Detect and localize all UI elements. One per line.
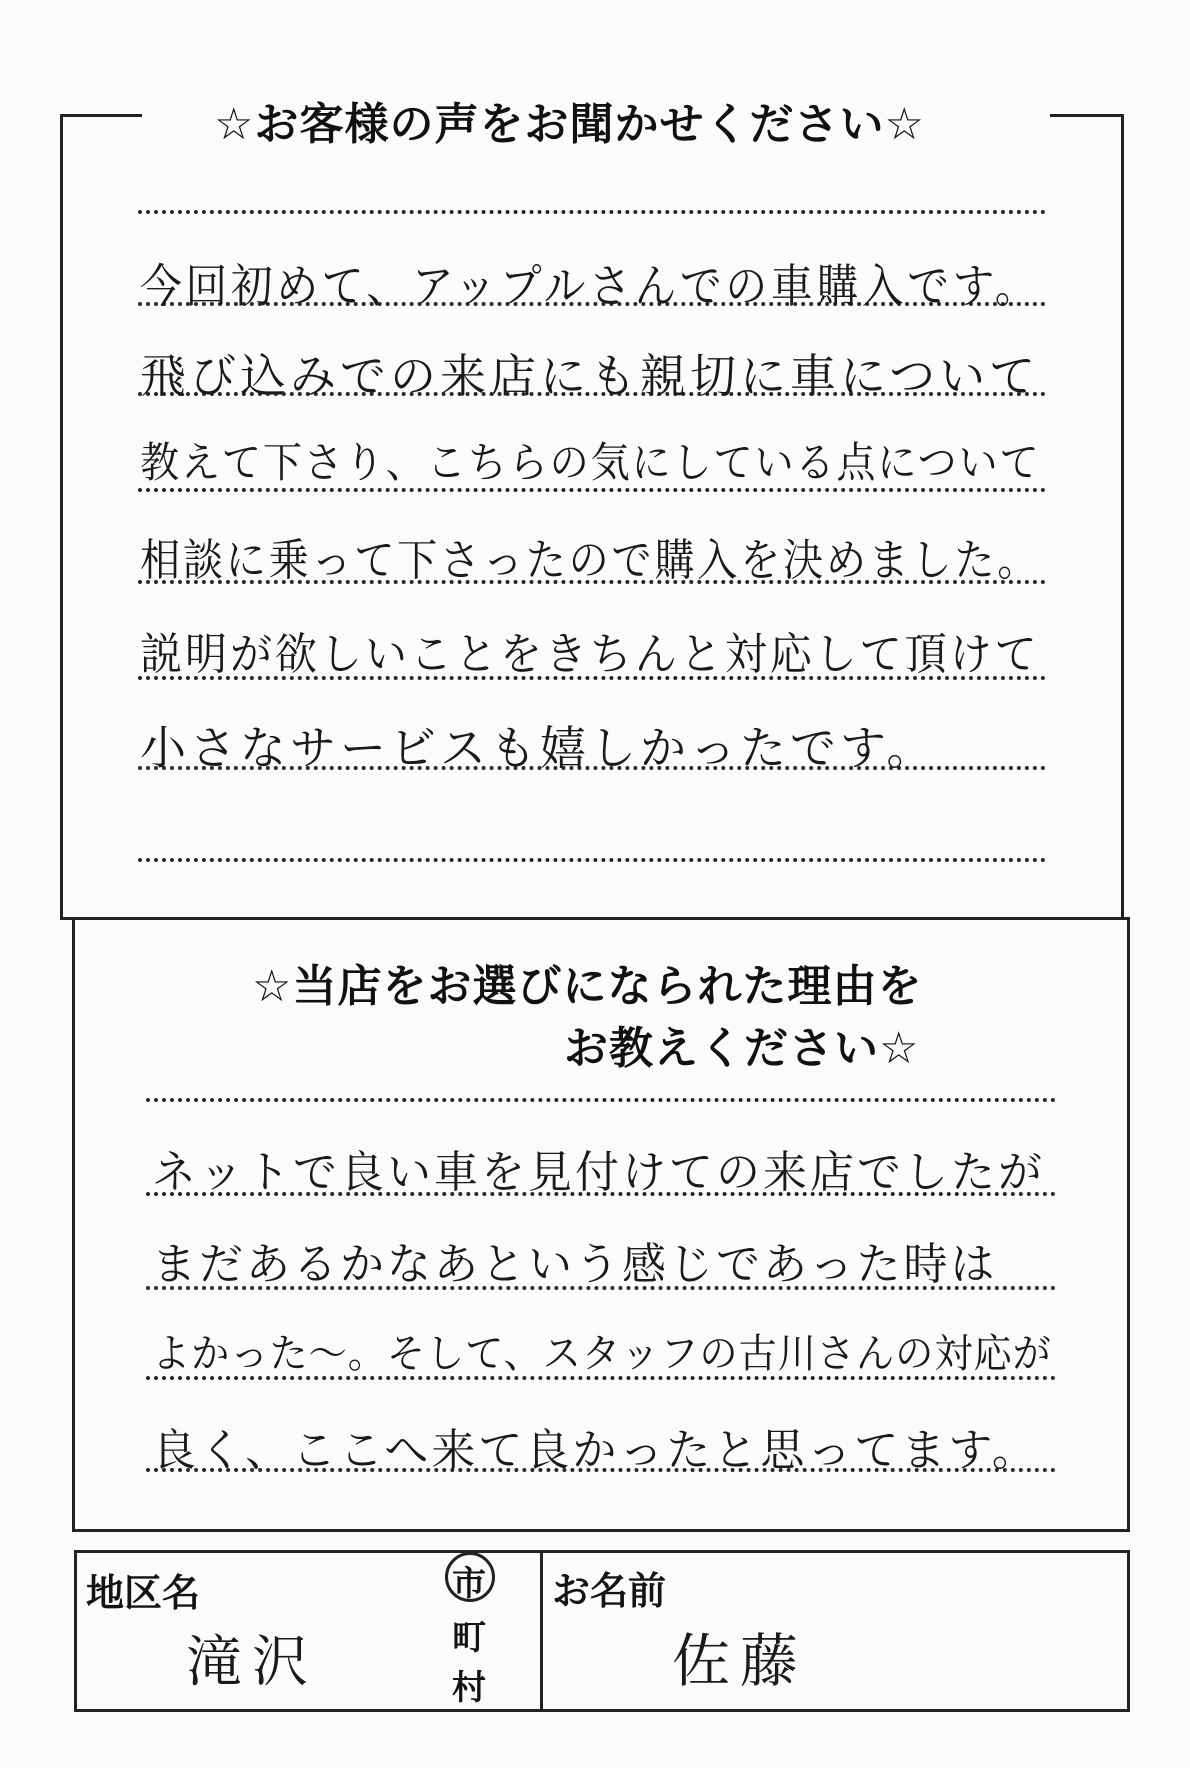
handwritten-line: 今回初めて、アップルさんでの車購入です。	[140, 259, 1041, 313]
municipality-option-town: 町	[452, 1618, 486, 1658]
reason-title-line1: ☆当店をお選びになられた理由を	[252, 961, 923, 1012]
handwritten-line: 良く、ここへ来て良かったと思ってます。	[152, 1425, 1039, 1476]
region-label: 地区名	[86, 1571, 201, 1615]
handwritten-line: 飛び込みでの来店にも親切に車について	[140, 349, 1040, 403]
municipality-option-city: 市	[452, 1564, 486, 1604]
name-value: 佐藤	[672, 1627, 809, 1695]
region-value: 滝沢	[186, 1630, 318, 1695]
reason-title-line2: お教えください☆	[564, 1023, 920, 1074]
handwritten-line: ネットで良い車を見付けての来店でしたが	[152, 1147, 1045, 1198]
municipality-option-village: 村	[452, 1668, 486, 1708]
writing-line	[138, 210, 1046, 214]
writing-line	[138, 858, 1046, 862]
info-divider	[540, 1550, 543, 1712]
handwritten-line: よかった〜。そして、スタッフの古川さんの対応が	[152, 1331, 1052, 1377]
handwritten-line: まだあるかなあという感じであった時は	[152, 1239, 998, 1290]
name-label: お名前	[552, 1569, 667, 1613]
handwritten-line: 相談に乗って下さったので購入を決めました。	[140, 535, 1041, 586]
customer-voice-title: ☆お客様の声をお聞かせください☆	[214, 99, 925, 150]
customer-voice-section	[60, 114, 1124, 920]
handwritten-line: 小さなサービスも嬉しかったです。	[140, 721, 937, 775]
handwritten-line: 教えて下さり、こちらの気にしている点について	[140, 438, 1041, 487]
handwritten-line: 説明が欲しいことをきちんと対応して頂けて	[140, 629, 1040, 680]
writing-line	[146, 1098, 1056, 1102]
